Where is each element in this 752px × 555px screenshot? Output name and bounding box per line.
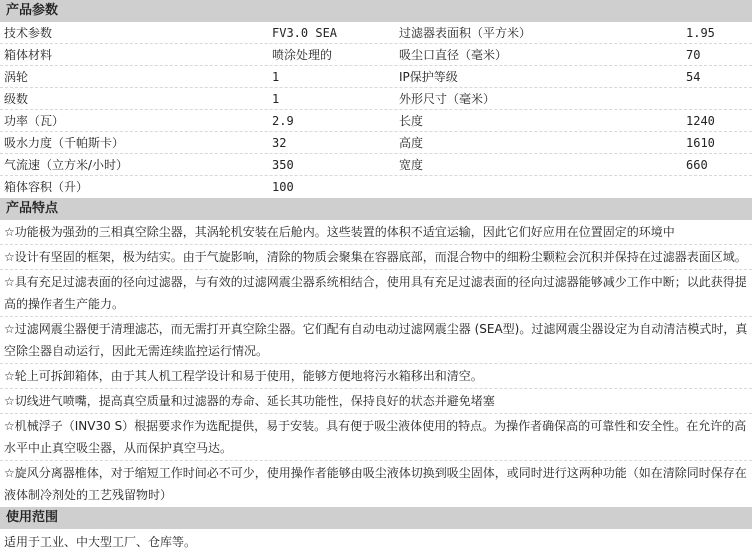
spec-label: 高度 <box>399 136 424 150</box>
spec-label: 吸尘口直径（毫米） <box>399 48 508 62</box>
spec-label: 涡轮 <box>4 70 29 84</box>
spec-value <box>686 88 752 109</box>
features-header: 产品特点 <box>0 198 752 220</box>
specs-table <box>0 22 752 198</box>
feature-item: ☆过滤网震尘器便于清理滤芯，而无需打开真空除尘器。它们配有自动电动过滤网震尘器 (SEA型)。过滤网震尘器设定为自动清洁模式时，真空除尘器自动运行，因此无需连续监控运行情况。 <box>0 317 752 364</box>
spec-label: 吸水力度（千帕斯卡） <box>4 136 125 150</box>
spec-label: 功率（瓦） <box>4 114 65 128</box>
spec-value <box>686 176 752 198</box>
spec-label <box>399 176 686 198</box>
feature-item: ☆功能极为强劲的三相真空除尘器，其涡轮机安装在后舱内。这些装置的体积不适宜运输，因此它们好应用在位置固定的环境中 <box>0 220 752 245</box>
spec-row <box>0 66 752 88</box>
feature-item: ☆切线进气喷嘴，提高真空质量和过滤器的寿命、延长其功能性，保持良好的状态并避免堵塞 <box>0 389 752 414</box>
spec-value: 1610 <box>686 136 715 150</box>
spec-label: 宽度 <box>399 158 424 172</box>
feature-item: ☆具有充足过滤表面的径向过滤器，与有效的过滤网震尘器系统相结合，使用具有充足过滤表面的径向过滤器能够减少工作中断；以此获得提高的操作者生产能力。 <box>0 270 752 317</box>
spec-value: 1.95 <box>686 26 715 40</box>
spec-row <box>0 110 752 132</box>
spec-row <box>0 22 752 44</box>
spec-row <box>0 88 752 110</box>
spec-label: 级数 <box>4 92 29 106</box>
spec-row <box>0 154 752 176</box>
spec-value: FV3.0 SEA <box>272 26 338 40</box>
spec-label: 技术参数 <box>4 26 53 40</box>
spec-value: 70 <box>686 48 701 62</box>
feature-item: ☆设计有坚固的框架，极为结实。由于气旋影响，清除的物质会聚集在容器底部，而混合物中的细粉尘颗粒会沉积并保持在过滤器表面区域。 <box>0 245 752 270</box>
spec-label: 箱体容积（升） <box>4 180 89 194</box>
spec-value: 350 <box>272 158 294 172</box>
spec-value: 32 <box>272 136 287 150</box>
usage-header: 使用范围 <box>0 507 752 529</box>
feature-item: ☆旋风分离器椎体，对于缩短工作时间必不可少，使用操作者能够由吸尘液体切换到吸尘固体，或同时进行这两种功能（如在清除同时保存在液体制冷剂处的工艺残留物时） <box>4 466 747 502</box>
spec-label: IP保护等级 <box>399 70 458 84</box>
spec-label: 外形尺寸（毫米） <box>399 92 496 106</box>
spec-value: 1240 <box>686 114 715 128</box>
feature-item: ☆机械浮子（INV30 S）根据要求作为选配提供，易于安装。具有便于吸尘液体使用的特点。为操作者确保高的可靠性和安全性。在允许的高水平中止真空吸尘器，从而保护真空马达。 <box>0 414 752 461</box>
spec-label: 气流速（立方米/小时） <box>4 158 129 172</box>
usage-text: 适用于工业、中大型工厂、仓库等。 <box>4 535 197 549</box>
spec-label: 长度 <box>399 114 424 128</box>
spec-value: 1 <box>272 70 280 84</box>
feature-item: ☆轮上可拆卸箱体，由于其人机工程学设计和易于使用，能够方便地将污水箱移出和清空。 <box>0 364 752 389</box>
spec-row <box>0 176 752 198</box>
specs-header: 产品参数 <box>0 0 752 22</box>
spec-row <box>0 132 752 154</box>
spec-value: 54 <box>686 70 701 84</box>
spec-label: 箱体材料 <box>4 48 53 62</box>
spec-value: 2.9 <box>272 114 294 128</box>
spec-value: 1 <box>272 92 280 106</box>
spec-row <box>0 44 752 66</box>
spec-label: 过滤器表面积（平方米） <box>399 26 532 40</box>
spec-value: 喷涂处理的 <box>272 48 333 62</box>
spec-value: 660 <box>686 158 708 172</box>
spec-value: 100 <box>272 180 294 194</box>
features-list <box>0 220 752 507</box>
